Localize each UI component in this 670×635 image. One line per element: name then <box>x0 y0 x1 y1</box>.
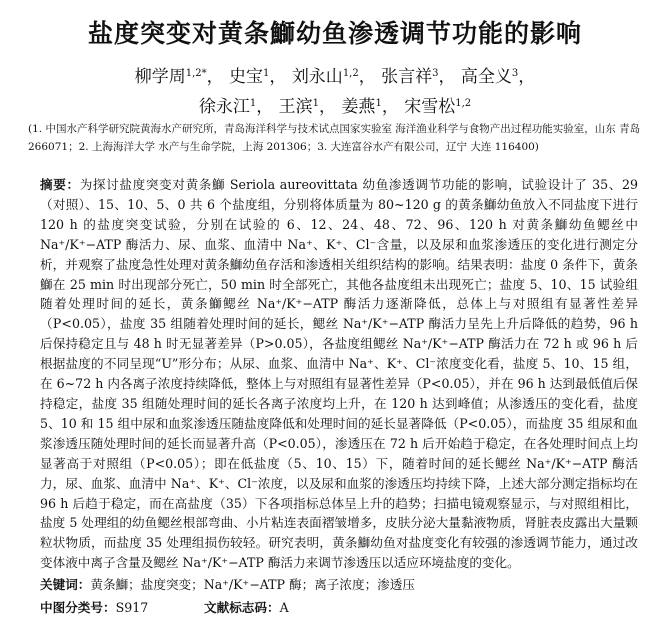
keywords <box>40 574 640 593</box>
author: 刘永山$^{1,2}$， <box>291 67 376 87</box>
author: 姜燕$^1$， <box>341 97 399 117</box>
author: 王滨$^1$， <box>278 97 337 117</box>
affiliations: (1. 中国水产科学研究院黄海水产研究所，青岛海洋科学与技术试点国家实验室 海洋渔业科学与食物产出过程功能实验室，山东 青岛 266071；2. 上海海洋大学 水产与生命学院，上海 201306；3. 大连富谷水产有限公司，辽宁 大连 116400) <box>28 123 641 153</box>
authors-line-2 <box>0 92 670 117</box>
paper-title: 盐度突变对黄条鰤幼鱼渗透调节功能的影响 <box>87 19 582 48</box>
author: 柳学周$^{1,2*}$， <box>134 67 224 87</box>
author: 张言祥$^3$， <box>381 67 456 87</box>
authors-line-1 <box>0 62 670 87</box>
author: 宋雪松$^{1,2}$ <box>404 97 472 117</box>
doc-code-value: A <box>279 600 289 615</box>
abstract-label: 摘要： <box>40 177 80 192</box>
doc-code-label: 文献标志码： <box>204 600 280 615</box>
author: 史宝$^1$， <box>229 67 287 87</box>
keywords-label: 关键词： <box>40 577 91 592</box>
clc-value: S917 <box>115 600 149 615</box>
keywords-text: 黄条鰤；盐度突变；Na⁺/K⁺−ATP 酶；离子浓度；渗透压 <box>90 577 415 592</box>
author: 高全义$^3$， <box>460 67 536 87</box>
abstract-text: 为探讨盐度突变对黄条鰤 Seriola aureovittata 幼鱼渗透调节功能的影响，试验设计了 35、29（对照）、15、10、5、0 共 6 个盐度组，分别将体质量为 80~120 g 的黄条鰤幼鱼放入不同盐度下进行 120 h 的盐度突变试验，分别在试验的 6、12、24、48、72、96、120 h 对黄条鰤幼鱼鳃丝中 Na⁺/K⁺−ATP 酶活力、尿、血浆、血清中 Na⁺、K⁺、Cl⁻含量，以及尿和血浆渗透压的变化进行测定分析，并观察了盐度急性处理对黄条鰤幼鱼存活和渗透相关组织结构的影响。结果表明：盐度 0 条件下，黄条鰤在 25 min 时出现部分死亡，50 min 时全部死亡，其他各盐度组未出现死亡；盐度 5、10、15 试验组随着处理时间的延长，黄条鰤鳃丝 Na⁺/K⁺−ATP 酶活力逐渐降低，总体上与对照组有显著性差异（P<0.05），盐度 35 组随着处理时间的延长，鳃丝 Na⁺/K⁺−ATP 酶活力呈先上升后降低的趋势，96 h 后保持稳定且与 48 h 时无显著差异（P>0.05），各盐度组鳃丝 Na⁺/K⁺−ATP 酶活力在 72 h 或 96 h 后根据盐度的不同呈现“U”形分布；从尿、血浆、血清中 Na⁺、K⁺、Cl⁻浓度变化看，盐度 5、10、15 组，在 6~72 h 内各离子浓度持续降低，整体上与对照组有显著性差异（P<0.05），并在 96 h 达到最低值后保持稳定，盐度 35 组随处理时间的延长各离子浓度均上升，在 120 h 达到峰值；从渗透压的变化看，盐度 5、10 和 15 组中尿和血浆渗透压随盐度降低和处理时间的延长显著降低（P<0.05），而盐度 35 组尿和血浆渗透压随处理时间的延长而显著升高（P<0.05），渗透压在 72 h 后开始趋于稳定，在各处理时间点上均显著高于对照组（P<0.05）；即在低盐度（5、10、15）下，随着时间的延长鳃丝 Na⁺/K⁺−ATP 酶活力，尿、血浆、血清中 Na⁺、K⁺、Cl⁻浓度，以及尿和血浆的渗透压均持续下降，上述大部分测定指标均在 96 h 后趋于稳定，而在高盐度（35）下各项指标总体呈上升的趋势；扫描电镜观察显示，与对照组相比，盐度 5 处理组的幼鱼鳃丝根部弯曲、小片粘连表面褶皱增多，皮肤分泌大量黏液物质，肾脏表皮露出大量颗粒状物质，而盐度 35 处理组损伤较轻。研究表明，黄条鰤幼鱼对盐度变化有较强的渗透调节能力，通过改变体液中离子含量及鳃丝 Na⁺/K⁺−ATP 酶活力来调节渗透压以适应环境盐度的变化。 <box>40 177 638 571</box>
author: 徐永江$^1$， <box>198 97 274 117</box>
classification-line <box>40 597 640 616</box>
clc-label: 中图分类号： <box>40 600 116 615</box>
abstract <box>40 175 638 573</box>
